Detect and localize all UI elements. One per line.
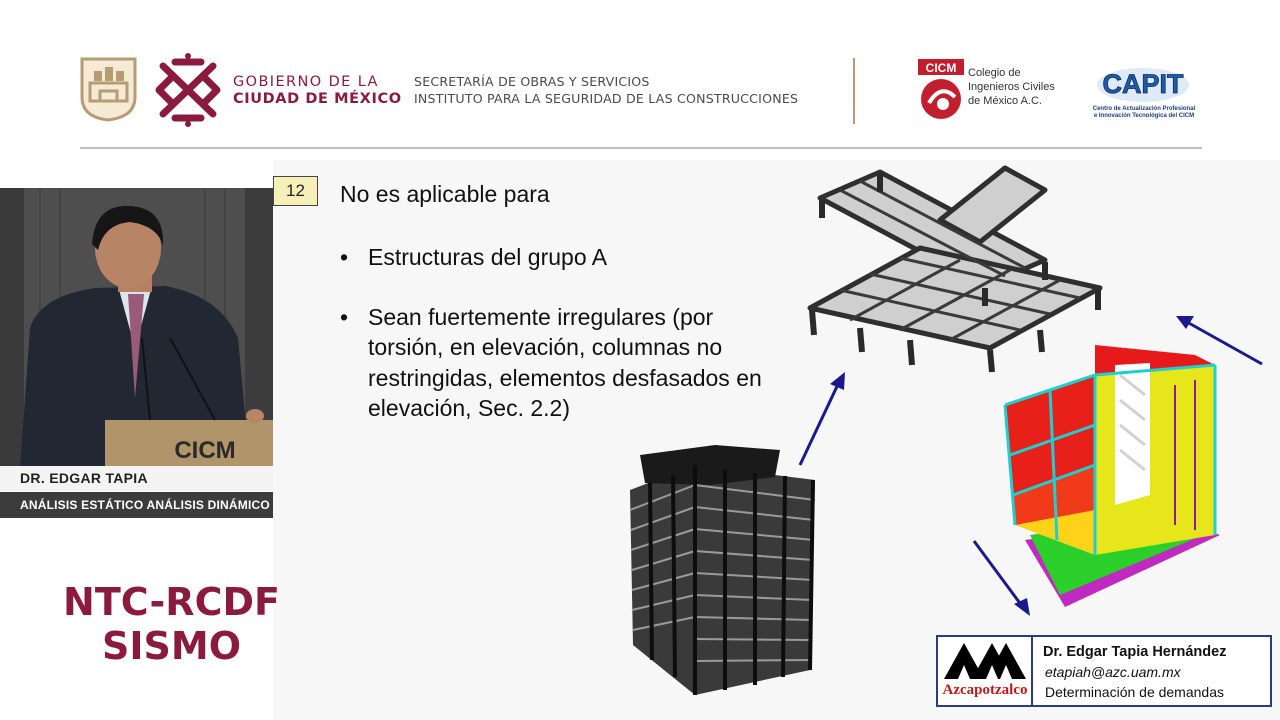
capit-logo-text: CAPIT <box>1102 69 1184 99</box>
gov-line-2: CIUDAD DE MÉXICO <box>233 90 402 107</box>
header-rule <box>80 147 1202 149</box>
slide-heading: No es aplicable para <box>340 181 550 207</box>
bullet-text: Estructuras del grupo A <box>368 244 608 270</box>
bullet-item <box>340 242 790 273</box>
cicm-logo-icon <box>918 59 964 123</box>
cross-floor-framing-figure <box>800 160 1110 375</box>
lecture-topic: Determinación de demandas <box>1045 684 1224 700</box>
cicm-line-1: Colegio de <box>968 67 1021 79</box>
arrow-icon <box>970 538 1035 618</box>
cicm-name <box>968 67 1055 108</box>
cicm-line-2: Ingenieros Civiles <box>968 80 1055 93</box>
bullet-symbol: • <box>340 244 349 270</box>
author-email: etapiah@azc.uam.mx <box>1045 664 1181 680</box>
arrow-icon <box>1172 312 1267 367</box>
course-line-2: SISMO <box>102 624 241 668</box>
cicm-logo-text: CICM <box>925 61 957 75</box>
speaker-image <box>0 188 273 468</box>
tall-frame-building-figure <box>625 445 820 713</box>
uam-logo <box>938 637 1033 705</box>
header-banner <box>0 0 1280 150</box>
uam-emblem-icon <box>942 639 1028 681</box>
capit-logo-icon <box>1093 63 1193 103</box>
capit-subtitle <box>1083 106 1205 120</box>
arrow-icon <box>795 370 850 470</box>
gov-line-1: GOBIERNO DE LA <box>233 74 379 90</box>
bullet-text: Sean fuertemente irregulares (por torsión, en elevación, columnas no restringidas, elementos desfasados en elevación, Sec. 2.2) <box>368 303 762 421</box>
course-title <box>0 580 343 668</box>
institution-name <box>414 73 798 108</box>
cdmx-coat-of-arms-icon <box>80 57 137 122</box>
speaker-topic: ANÁLISIS ESTÁTICO ANÁLISIS DINÁMICO <box>20 498 270 512</box>
cdmx-knot-logo-icon <box>155 52 221 128</box>
speaker-name: DR. EDGAR TAPIA <box>20 470 148 486</box>
government-name <box>233 74 402 107</box>
speaker-video <box>0 188 273 468</box>
bullet-item <box>340 302 790 424</box>
secretaria-line-2: INSTITUTO PARA LA SEGURIDAD DE LAS CONSTRUCCIONES <box>414 91 799 107</box>
header-divider <box>853 58 855 124</box>
capit-sub-line-1: Centro de Actualización Profesional <box>1092 106 1196 112</box>
speaker-name-bar <box>0 466 273 491</box>
uam-institution: Azcapotzalco <box>942 682 1028 698</box>
bullet-symbol: • <box>340 303 349 330</box>
author-name: Dr. Edgar Tapia Hernández <box>1043 644 1227 660</box>
bullet-list <box>340 242 790 453</box>
speaker-topic-bar <box>0 492 273 518</box>
slide-number: 12 <box>273 176 318 206</box>
podium-text: CICM <box>174 437 236 464</box>
course-line-1: NTC-RCDF <box>63 580 280 624</box>
secretaria-line-1: SECRETARÍA DE OBRAS Y SERVICIOS <box>414 74 650 89</box>
capit-sub-line-2: e Innovación Tecnológica del CICM <box>1093 113 1195 120</box>
author-info-box <box>936 635 1272 707</box>
cicm-line-3: de México A.C. <box>968 94 1042 107</box>
